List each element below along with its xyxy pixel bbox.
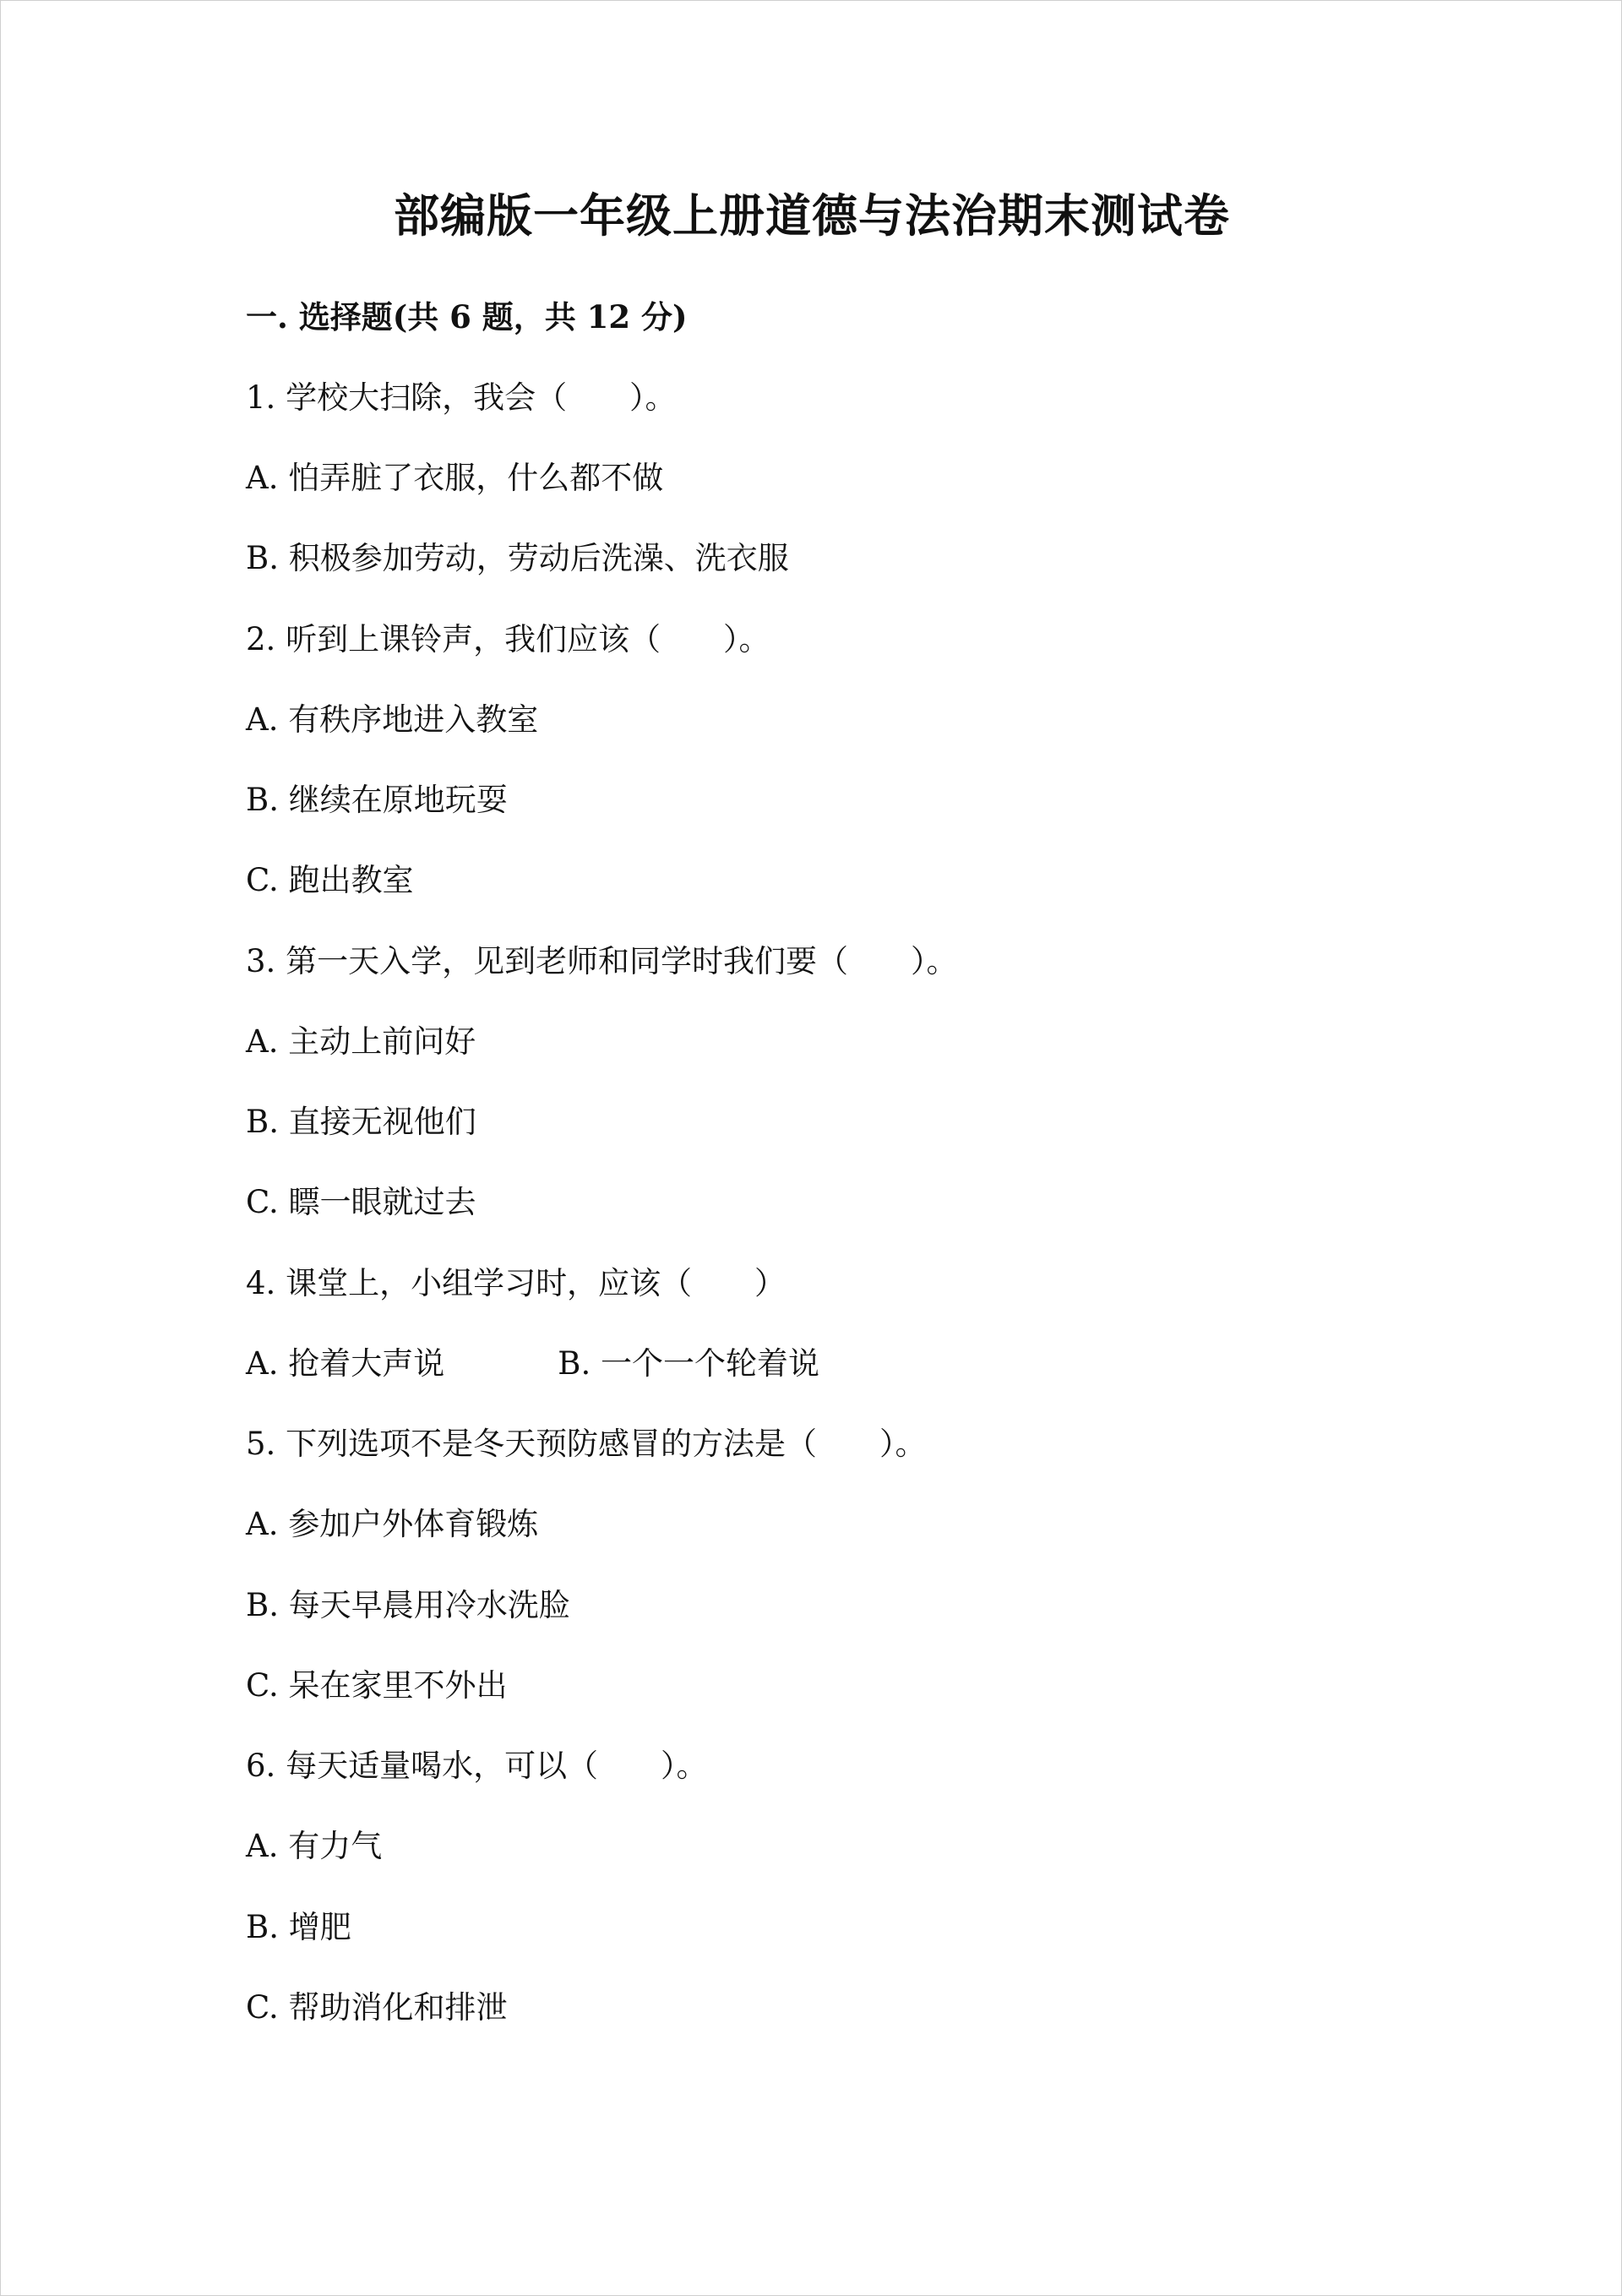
question-3-stem: 3. 第一天入学，见到老师和同学时我们要（ ）。 bbox=[246, 943, 958, 979]
question-2-option-b: B. 继续在原地玩耍 bbox=[246, 782, 508, 818]
question-6-option-a: A. 有力气 bbox=[246, 1828, 383, 1864]
question-6-option-c: C. 帮助消化和排泄 bbox=[246, 1989, 508, 2026]
question-2-option-c: C. 跑出教室 bbox=[246, 862, 414, 898]
question-6-stem: 6. 每天适量喝水，可以（ ）。 bbox=[246, 1748, 708, 1784]
section-heading: 一. 选择题(共 6 题，共 12 分) bbox=[246, 298, 688, 335]
question-1-option-a: A. 怕弄脏了衣服，什么都不做 bbox=[246, 460, 664, 496]
question-4-option-b: B. 一个一个轮着说 bbox=[558, 1345, 819, 1382]
question-2-stem: 2. 听到上课铃声，我们应该（ ）。 bbox=[246, 621, 770, 657]
question-3-option-b: B. 直接无视他们 bbox=[246, 1104, 476, 1140]
question-2-option-a: A. 有秩序地进入教室 bbox=[246, 701, 539, 738]
page-title: 部编版一年级上册道德与法治期末测试卷 bbox=[394, 188, 1230, 243]
question-4-stem: 4. 课堂上，小组学习时，应该（ ） bbox=[246, 1265, 787, 1301]
question-5-option-b: B. 每天早晨用冷水洗脸 bbox=[246, 1587, 570, 1623]
question-3-option-a: A. 主动上前问好 bbox=[246, 1023, 476, 1060]
question-4-option-a: A. 抢着大声说 bbox=[246, 1345, 445, 1382]
question-5-option-c: C. 呆在家里不外出 bbox=[246, 1667, 508, 1704]
question-5-option-a: A. 参加户外体育锻炼 bbox=[246, 1506, 539, 1542]
question-1-option-b: B. 积极参加劳动，劳动后洗澡、洗衣服 bbox=[246, 540, 789, 576]
question-1-stem: 1. 学校大扫除，我会（ ）。 bbox=[246, 379, 677, 416]
question-6-option-b: B. 增肥 bbox=[246, 1909, 351, 1945]
question-5-stem: 5. 下列选项不是冬天预防感冒的方法是（ ）。 bbox=[246, 1426, 927, 1462]
question-4-options-row bbox=[246, 1345, 819, 1383]
question-3-option-c: C. 瞟一眼就过去 bbox=[246, 1184, 476, 1220]
